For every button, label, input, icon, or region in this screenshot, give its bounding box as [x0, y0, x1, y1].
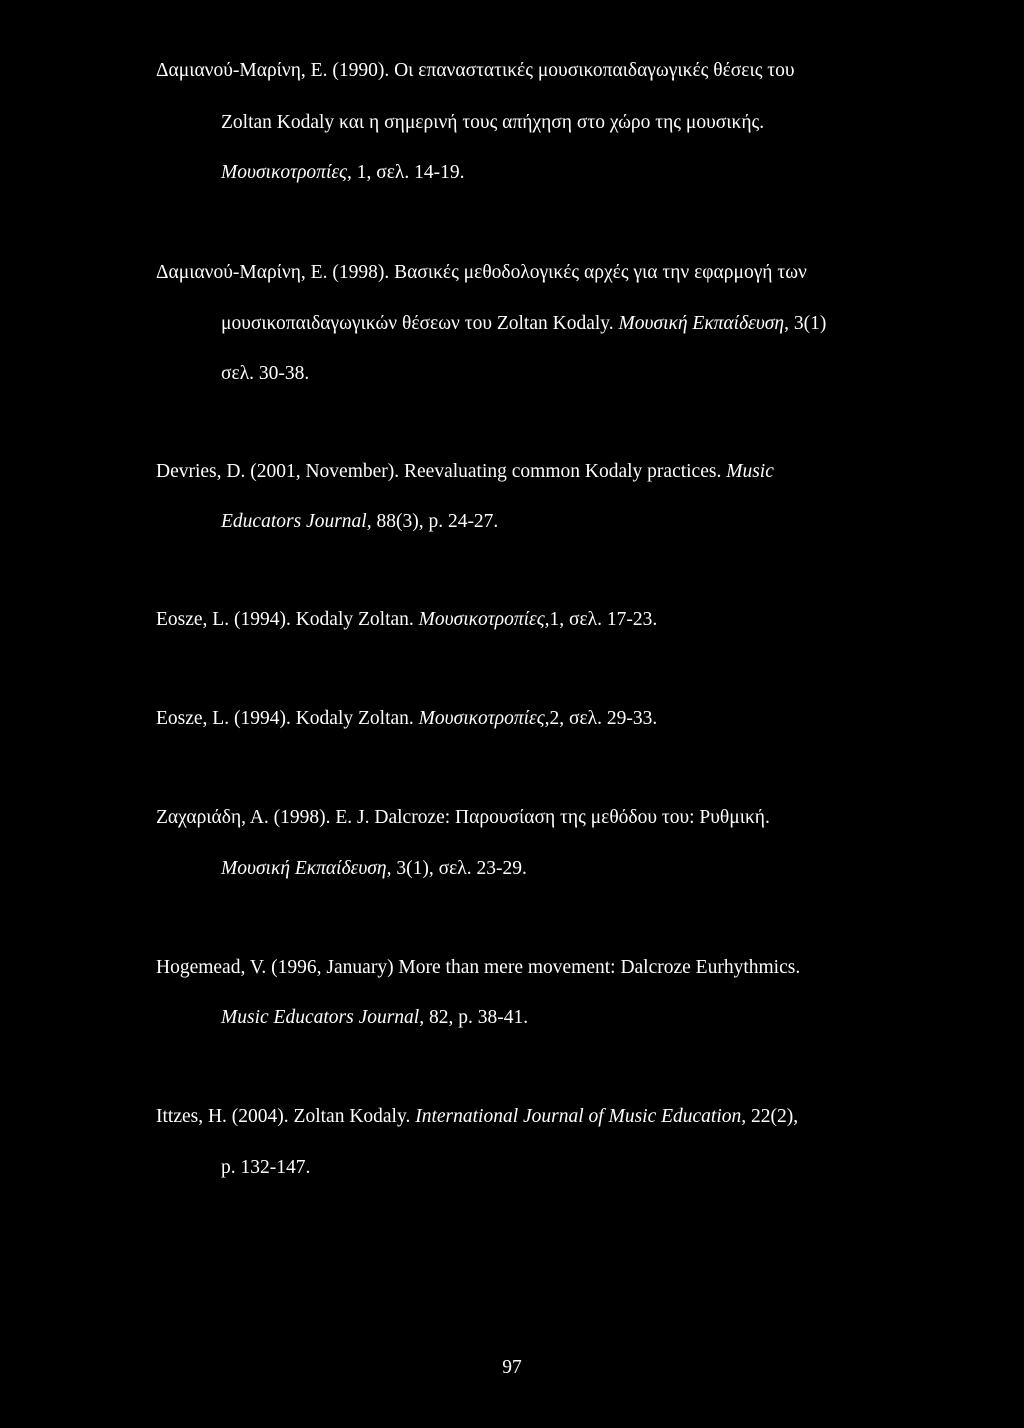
reference-6-line-1	[156, 805, 770, 831]
reference-6-line-2	[221, 856, 527, 882]
reference-5-line-1	[156, 706, 657, 732]
reference-1-line-3	[221, 160, 465, 186]
reference-2-line-2	[221, 311, 826, 337]
journal-title: Μουσική Εκπαίδευση,	[618, 313, 789, 334]
text: Δαμιανού-Μαρίνη, Ε. (1998). Βασικές μεθοδολογικές αρχές για την εφαρμογή των	[156, 262, 807, 283]
text: Eosze, L. (1994). Kodaly Zoltan.	[156, 609, 419, 630]
text: Ζαχαριάδη, Α. (1998). E. J. Dalcroze: Παρουσίαση της μεθόδου του: Ρυθμική.	[156, 807, 770, 828]
text: Devries, D. (2001, November). Reevaluating common Kodaly practices.	[156, 461, 727, 482]
reference-1-line-2	[221, 110, 764, 136]
text: Δαμιανού-Μαρίνη, Ε. (1990). Οι επαναστατικές μουσικοπαιδαγωγικές θέσεις του	[156, 60, 795, 81]
reference-7-line-2	[221, 1005, 528, 1031]
journal-title: Μουσικοτροπίες,	[418, 708, 550, 729]
journal-title: Music	[726, 461, 774, 482]
journal-title: International Journal of Music Education,	[415, 1106, 747, 1127]
text: 3(1), σελ. 23-29.	[391, 858, 527, 879]
text: μουσικοπαιδαγωγικών θέσεων του Zoltan Kodaly.	[221, 313, 619, 334]
text: 1, σελ. 14-19.	[351, 162, 465, 183]
journal-title: Music Educators Journal,	[221, 1007, 425, 1028]
journal-title: Μουσική Εκπαίδευση,	[221, 858, 392, 879]
text: 2, σελ. 29-33.	[549, 708, 658, 729]
text: 1, σελ. 17-23.	[549, 609, 658, 630]
text: Eosze, L. (1994). Kodaly Zoltan.	[156, 708, 419, 729]
page-number: 97	[502, 1357, 522, 1378]
text: 22(2),	[746, 1106, 799, 1127]
reference-8-line-1	[156, 1104, 798, 1130]
reference-2-line-3	[221, 361, 309, 387]
text: Ittzes, H. (2004). Zoltan Kodaly.	[156, 1106, 416, 1127]
text: Zoltan Kodaly και η σημερινή τους απήχηση στο χώρο της μουσικής.	[221, 112, 765, 133]
reference-1-line-1	[156, 58, 795, 84]
reference-7-line-1	[156, 955, 800, 981]
journal-title: Μουσικοτροπίες,	[221, 162, 352, 183]
journal-title: Educators Journal,	[221, 511, 372, 532]
text: 88(3), p. 24-27.	[371, 511, 499, 532]
text: p. 132-147.	[221, 1157, 311, 1178]
reference-4-line-1	[156, 607, 657, 633]
reference-3-line-2	[221, 509, 498, 535]
text: σελ. 30-38.	[221, 363, 310, 384]
text: Hogemead, V. (1996, January) More than mere movement: Dalcroze Eurhythmics.	[156, 957, 801, 978]
journal-title: Μουσικοτροπίες,	[418, 609, 550, 630]
reference-8-line-2	[221, 1155, 310, 1181]
reference-3-line-1	[156, 459, 774, 485]
reference-2-line-1	[156, 260, 807, 286]
text: 82, p. 38-41.	[424, 1007, 529, 1028]
text: 3(1)	[788, 313, 827, 334]
